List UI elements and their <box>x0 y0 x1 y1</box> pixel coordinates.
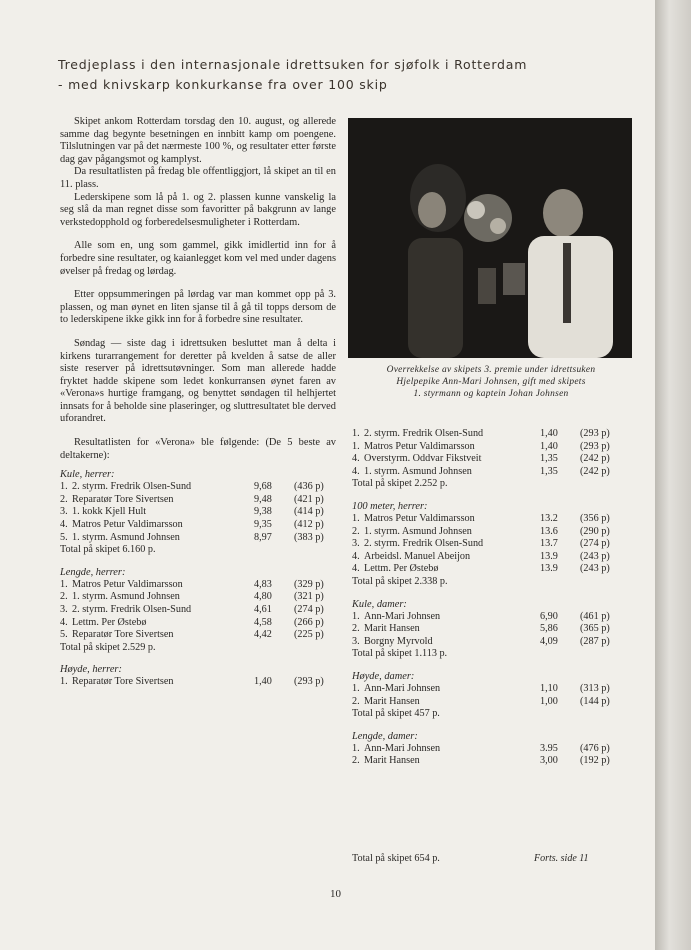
result-score: 4,80 <box>254 591 272 603</box>
section-title: Kule, damer: <box>352 598 407 610</box>
result-num: 3. <box>352 635 360 647</box>
intro-paragraph: Søndag — siste dag i idrettsuken besluttet man å delta i kirkens turarrangement for deretter på kvelden å satse de aller siste reserver på idrettsutøvninger. Som man allerede hadde fryktet hadde skipene som ledet konkurransen øynet faren av «Verona»s hurtige framgang, og benyttet søndagen til helhjertet innsats for å beholde sine plaseringer, og sluttresultatet ble derved uforandret. <box>60 337 336 425</box>
result-num: 5. <box>60 531 68 543</box>
result-name: Matros Petur Valdimarsson <box>72 519 183 531</box>
result-score: 3.95 <box>540 742 558 754</box>
result-score: 13.7 <box>540 538 558 550</box>
result-score: 1,40 <box>540 428 558 439</box>
result-num: 1. <box>352 440 360 452</box>
section-total: Total på skipet 2.252 p. <box>352 478 448 490</box>
result-pts: (436 p) <box>294 481 324 493</box>
caption-line-1: Overrekkelse av skipets 3. premie under idrettsuken <box>386 365 596 375</box>
result-score: 1,10 <box>540 682 558 694</box>
section-total: Total på skipet 457 p. <box>352 708 440 720</box>
result-section <box>352 598 622 661</box>
result-pts: (293 p) <box>294 676 324 688</box>
result-name: Ann-Mari Johnsen <box>364 610 441 622</box>
result-pts: (313 p) <box>580 682 610 694</box>
result-section <box>352 428 622 491</box>
result-name: Reparatør Tore Sivertsen <box>72 676 174 688</box>
section-total: Total på skipet 6.160 p. <box>60 544 156 556</box>
result-section <box>60 468 336 557</box>
result-pts: (225 p) <box>294 629 324 641</box>
result-pts: (243 p) <box>580 563 610 575</box>
caption-line-2: Hjelpepike Ann-Mari Johnsen, gift med skipets <box>396 377 586 387</box>
result-score: 4,83 <box>254 578 272 590</box>
result-row <box>60 519 336 532</box>
result-row <box>352 743 622 756</box>
result-num: 4. <box>352 453 360 465</box>
result-num: 4. <box>352 563 360 575</box>
article-headline <box>58 55 658 95</box>
result-row <box>352 563 622 576</box>
result-name: Ann-Mari Johnsen <box>364 682 441 694</box>
result-score: 1,40 <box>254 676 272 688</box>
result-pts: (461 p) <box>580 610 610 622</box>
result-section <box>60 663 336 689</box>
result-section <box>352 670 622 721</box>
result-name: Marit Hansen <box>364 695 420 707</box>
result-num: 4. <box>352 465 360 477</box>
result-num: 1. <box>352 428 360 439</box>
result-num: 5. <box>60 629 68 641</box>
result-section <box>352 730 622 768</box>
left-results <box>60 468 336 689</box>
result-row <box>352 696 622 709</box>
result-pts: (266 p) <box>294 616 324 628</box>
result-pts: (243 p) <box>580 550 610 562</box>
result-score: 6,90 <box>540 610 558 622</box>
result-name: Overstyrm. Oddvar Fikstveit <box>364 453 482 465</box>
result-row <box>60 617 336 630</box>
result-score: 3,00 <box>540 755 558 767</box>
result-score: 4,61 <box>254 604 272 615</box>
right-column <box>352 428 622 768</box>
result-score: 13.2 <box>540 512 558 524</box>
result-score: 9,38 <box>254 506 272 518</box>
result-row <box>60 494 336 507</box>
intro-paragraph: Skipet ankom Rotterdam torsdag den 10. august, og allerede samme dag begynte besetningen en innbitt kamp om poengene. Tilslutningen var på det nærmeste 100 %, og resultater etter første dag gav pågangsmot og kamplyst. <box>60 116 336 165</box>
result-row <box>352 623 622 636</box>
page-edge <box>655 0 691 950</box>
section-title: 100 meter, herrer: <box>352 500 428 512</box>
result-section <box>60 566 336 655</box>
result-row <box>352 611 622 624</box>
result-pts: (274 p) <box>580 538 610 550</box>
result-row <box>60 676 336 689</box>
result-name: 1. styrm. Asmund Johnsen <box>364 465 472 477</box>
result-score: 13.9 <box>540 550 558 562</box>
photo-illustration <box>348 118 632 358</box>
result-num: 1. <box>352 682 360 694</box>
result-num: 4. <box>352 550 360 562</box>
result-num: 2. <box>60 493 68 505</box>
section-title: Høyde, damer: <box>352 670 415 682</box>
result-name: Matros Petur Valdimarsson <box>364 512 475 524</box>
result-name: 2. styrm. Fredrik Olsen-Sund <box>72 481 192 493</box>
right-results <box>352 428 622 768</box>
section-title: Lengde, herrer: <box>60 566 126 578</box>
result-score: 13.6 <box>540 525 558 537</box>
result-row <box>352 513 622 526</box>
result-num: 2. <box>352 755 360 767</box>
section-title: Lengde, damer: <box>352 730 418 742</box>
result-score: 1,00 <box>540 695 558 707</box>
result-row <box>60 481 336 494</box>
result-pts: (192 p) <box>580 755 610 767</box>
result-pts: (421 p) <box>294 493 324 505</box>
result-score: 1,35 <box>540 453 558 465</box>
result-num: 1. <box>352 512 360 524</box>
result-score: 13.9 <box>540 563 558 575</box>
result-name: 1. styrm. Asmund Johnsen <box>72 531 180 543</box>
result-row <box>352 551 622 564</box>
result-name: Marit Hansen <box>364 623 420 635</box>
result-pts: (365 p) <box>580 623 610 635</box>
result-name: Lettm. Per Østebø <box>72 616 147 628</box>
result-pts: (287 p) <box>580 635 610 647</box>
result-num: 1. <box>352 610 360 622</box>
result-pts: (412 p) <box>294 519 324 531</box>
left-column <box>60 116 336 689</box>
result-section <box>352 500 622 589</box>
result-num: 3. <box>60 506 68 518</box>
result-pts: (290 p) <box>580 525 610 537</box>
page-number: 10 <box>330 888 341 900</box>
result-row <box>60 604 336 617</box>
intro-paragraph: Lederskipene som lå på 1. og 2. plassen kunne vanskelig la seg slå da man regnet disse som favoritter på bakgrunn av lange verkstedopphold og forberedelsesmuligheter i Rotterdam. <box>60 191 336 228</box>
section-total: Total på skipet 2.529 p. <box>60 641 156 653</box>
result-pts: (242 p) <box>580 453 610 465</box>
result-row <box>60 591 336 604</box>
result-name: Matros Petur Valdimarsson <box>364 440 475 452</box>
award-photo <box>348 118 632 358</box>
intro-paragraph: Da resultatlisten på fredag ble offentliggjort, lå skipet an til en 11. plass. <box>60 166 336 190</box>
result-row <box>352 526 622 539</box>
result-num: 2. <box>352 695 360 707</box>
result-num: 1. <box>60 676 68 688</box>
result-row <box>352 466 622 479</box>
result-name: Lettm. Per Østebø <box>364 563 439 575</box>
result-row <box>352 683 622 696</box>
result-name: 2. styrm. Fredrik Olsen-Sund <box>364 428 484 439</box>
headline-line-2: - med knivskarp konkurkanse fra over 100 skip <box>58 77 388 92</box>
result-score: 5,86 <box>540 623 558 635</box>
intro-paragraph: Alle som en, ung som gammel, gikk imidlertid inn for å forbedre sine resultater, og kaianlegget kom vel med under dagens øvelser på fredag og lørdag. <box>60 240 336 277</box>
result-row <box>60 579 336 592</box>
result-name: Reparatør Tore Sivertsen <box>72 629 174 641</box>
intro-paragraph: Etter oppsummeringen på lørdag var man kommet opp på 3. plassen, og man øynet en liten sjanse til å gå til topps dersom de to lederskipene ikke gikk inn for å forbedre sine resultater. <box>60 289 336 326</box>
section-total: Total på skipet 2.338 p. <box>352 575 448 587</box>
result-row <box>352 755 622 768</box>
result-pts: (242 p) <box>580 465 610 477</box>
result-name: Reparatør Tore Sivertsen <box>72 493 174 505</box>
result-pts: (293 p) <box>580 428 610 439</box>
result-row <box>60 532 336 545</box>
result-score: 9,35 <box>254 519 272 531</box>
result-name: Marit Hansen <box>364 755 420 767</box>
result-name: 1. styrm. Asmund Johnsen <box>364 525 472 537</box>
result-row <box>352 538 622 551</box>
result-score: 9,68 <box>254 481 272 493</box>
result-name: 2. styrm. Fredrik Olsen-Sund <box>72 604 192 615</box>
result-pts: (356 p) <box>580 512 610 524</box>
result-num: 2. <box>352 525 360 537</box>
result-num: 3. <box>352 538 360 550</box>
result-name: 1. kokk Kjell Hult <box>72 506 147 518</box>
result-name: Arbeidsl. Manuel Abeijon <box>364 550 471 562</box>
result-num: 4. <box>60 616 68 628</box>
result-pts: (476 p) <box>580 742 610 754</box>
result-row <box>352 636 622 649</box>
result-row <box>352 441 622 454</box>
result-pts: (274 p) <box>294 604 324 615</box>
result-num: 1. <box>60 578 68 590</box>
result-pts: (293 p) <box>580 440 610 452</box>
result-pts: (329 p) <box>294 578 324 590</box>
result-score: 1,40 <box>540 440 558 452</box>
result-score: 4,42 <box>254 629 272 641</box>
continued-note: Forts. side 11 <box>534 853 589 864</box>
result-pts: (383 p) <box>294 531 324 543</box>
result-name: Matros Petur Valdimarsson <box>72 578 183 590</box>
headline-line-1: Tredjeplass i den internasjonale idrettsuken for sjøfolk i Rotterdam <box>58 57 528 72</box>
section-title: Kule, herrer: <box>60 469 115 481</box>
result-name: 2. styrm. Fredrik Olsen-Sund <box>364 538 484 550</box>
result-num: 4. <box>60 519 68 531</box>
photo-caption <box>350 364 632 400</box>
last-total: Total på skipet 654 p. <box>352 853 440 864</box>
result-name: 1. styrm. Asmund Johnsen <box>72 591 180 603</box>
result-name: Ann-Mari Johnsen <box>364 742 441 754</box>
result-score: 1,35 <box>540 465 558 477</box>
result-num: 1. <box>60 481 68 493</box>
caption-line-3: 1. styrmann og kaptein Johan Johnsen <box>413 389 569 399</box>
result-row <box>60 629 336 642</box>
result-score: 8,97 <box>254 531 272 543</box>
result-score: 4,09 <box>540 635 558 647</box>
result-row <box>352 428 622 441</box>
result-score: 4,58 <box>254 616 272 628</box>
result-pts: (144 p) <box>580 695 610 707</box>
result-num: 1. <box>352 742 360 754</box>
result-num: 3. <box>60 604 68 615</box>
result-score: 9,48 <box>254 493 272 505</box>
intro-paragraph: Resultatlisten for «Verona» ble følgende: (De 5 beste av deltakerne): <box>60 437 336 461</box>
section-title: Høyde, herrer: <box>60 664 122 676</box>
result-num: 2. <box>352 623 360 635</box>
result-pts: (321 p) <box>294 591 324 603</box>
result-name: Borgny Myrvold <box>364 635 433 647</box>
result-row <box>60 506 336 519</box>
section-total: Total på skipet 1.113 p. <box>352 648 448 660</box>
result-num: 2. <box>60 591 68 603</box>
result-pts: (414 p) <box>294 506 324 518</box>
result-row <box>352 453 622 466</box>
